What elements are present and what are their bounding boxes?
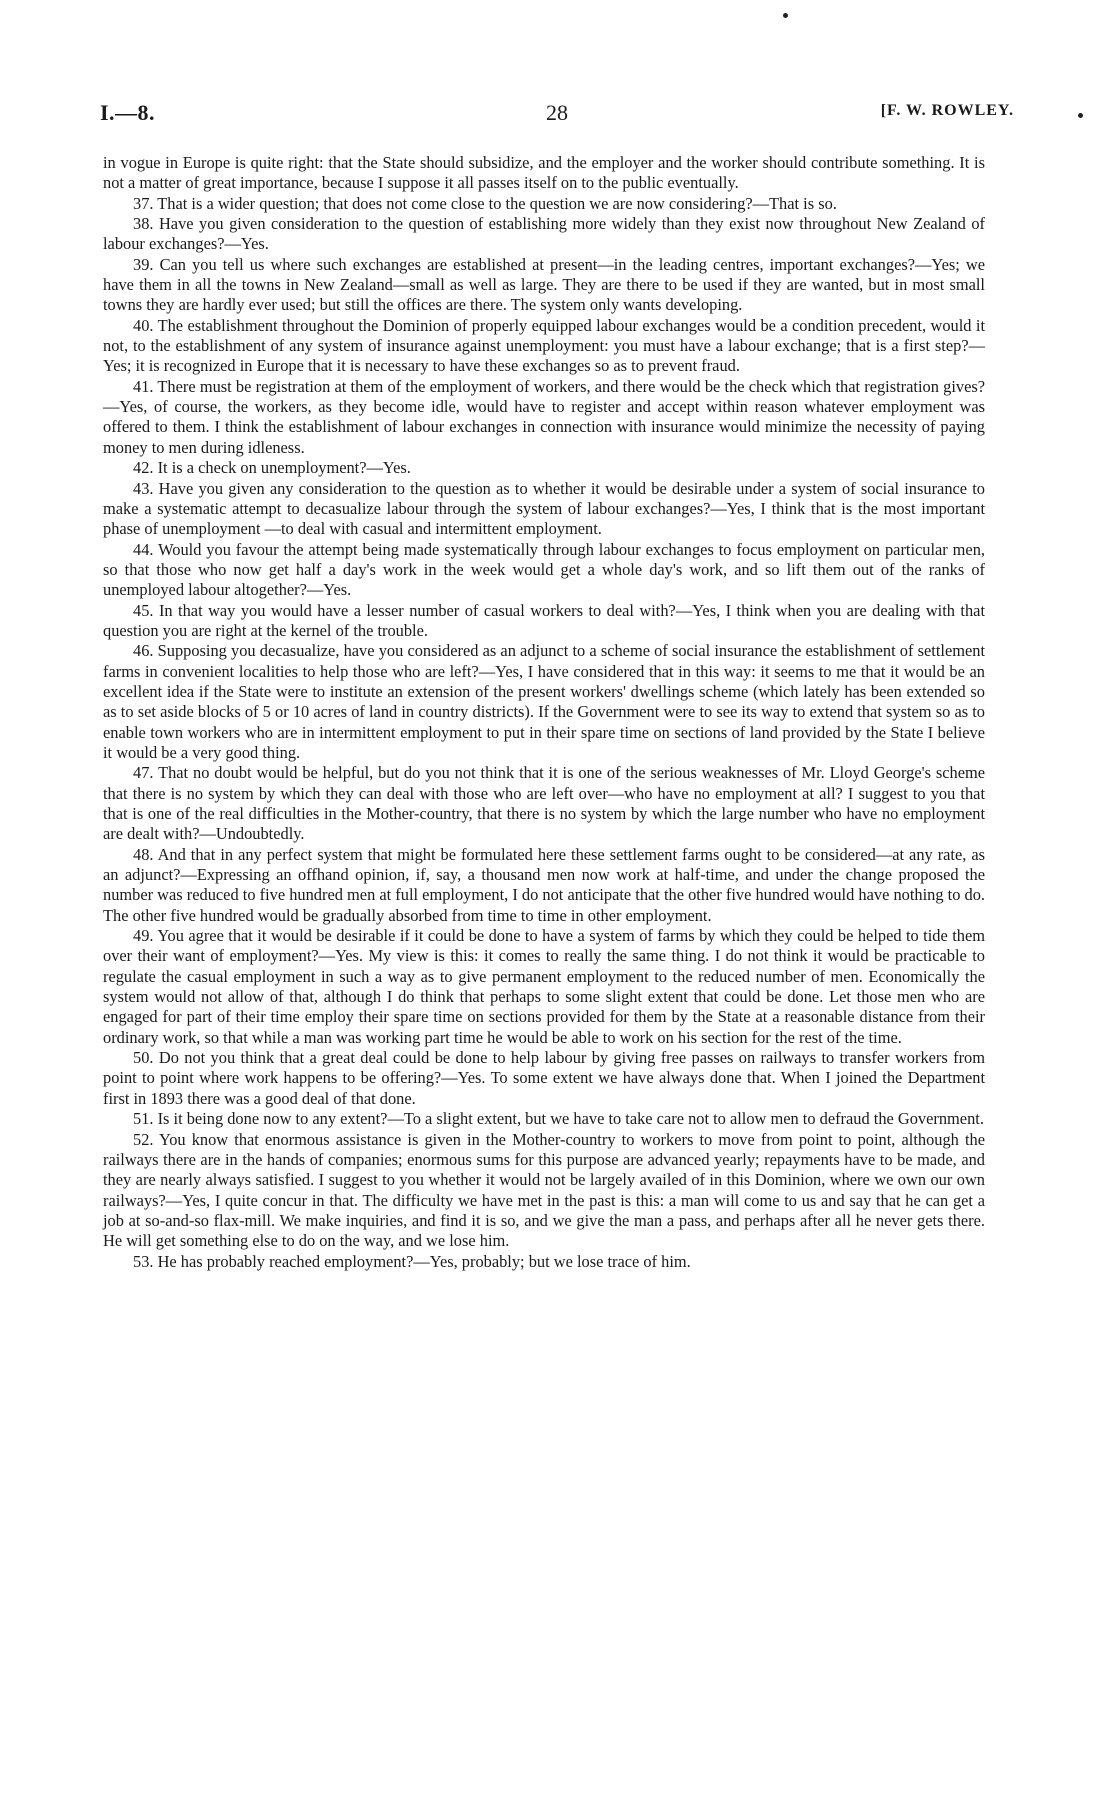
question-49: 49. You agree that it would be desirable if it could be done to have a system of farms by which they could be helped to tide them over their want of employment?—Yes. My view is this: it comes to really the same thing. I do not think it would be practicable to regulate the casual employment in such a way as to give permanent employment to the reduced number of men. Economically the system would not allow of that, although I do think that perhaps to some slight extent that could be done. Let those men who are engaged for part of their time employ their spare time on sections provided for them by the State at a reasonable distance from their ordinary work, so that while a man was working part time he would be able to work on his section for the rest of the time. (103, 926, 985, 1047)
printing-speck (1078, 113, 1083, 118)
question-50: 50. Do not you think that a great deal could be done to help labour by giving free passes on railways to transfer workers from point to point where work happens to be offering?—Yes. To some extent we have always done that. When I joined the Department first in 1893 there was a good deal of that done. (103, 1048, 985, 1108)
question-38: 38. Have you given consideration to the question of establishing more widely than they exist now throughout New Zealand of labour exchanges?—Yes. (103, 214, 985, 254)
question-39: 39. Can you tell us where such exchanges are established at present—in the leading centres, important exchanges?—Yes; we have them in all the towns in New Zealand—small as well as large. They are there to be used if they are wanted, but in most small towns they are hardly ever used; but still the offices are there. The system only wants developing. (103, 254, 985, 315)
page-number: 28 (546, 100, 568, 125)
question-51: 51. Is it being done now to any extent?—To a slight extent, but we have to take care not to allow men to defraud the Government. (133, 1109, 984, 1129)
question-45: 45. In that way you would have a lesser number of casual workers to deal with?—Yes, I think when you are dealing with that question you are right at the kernel of the trouble. (103, 600, 985, 640)
question-52: 52. You know that enormous assistance is given in the Mother-country to workers to move from point to point, although the railways there are in the hands of companies; enormous sums for this purpose are advanced yearly; repayments have to be made, and they are nearly always satisfied. I suggest to you whether it would not be largely availed of in this Dominion, where we own our own railways?—Yes, I quite concur in that. The difficulty we have met in the past is this: a man will come to us and say that he can get a job at so-and-so flax-mill. We make inquiries, and find it is so, and we give the man a pass, and perhaps after all he never gets there. He will get something else to do on the way, and we lose him. (103, 1129, 985, 1251)
question-46: 46. Supposing you decasualize, have you considered as an adjunct to a scheme of social insurance the establishment of settlement farms in convenient localities to help those who are left?—Yes, I have considered that in this way: it seems to me that it would be an excellent idea if the State were to institute an extension of the present workers' dwellings scheme (which lately has been extended so as to set aside blocks of 5 or 10 acres of land in country districts). If the Government were to see its way to extend that system so as to enable town workers who are in intermittent employment to put in their spare time on sections of land provided by the State I believe it would be a very good thing. (103, 641, 985, 762)
question-48: 48. And that in any perfect system that might be formulated here these settlement farms ought to be considered—at any rate, as an adjunct?—Expressing an offhand opinion, if, say, a thousand men now work at half-time, and under the change proposed the number was reduced to five hundred men at full employment, I do not anticipate that the other five hundred would have nothing to do. The other five hundred would be gradually absorbed from time to time in other employment. (103, 844, 985, 925)
question-40: 40. The establishment throughout the Dominion of properly equipped labour exchanges would be a condition precedent, would it not, to the establishment of any system of insurance against unemployment: you must have a labour exchange; that is a first step?—Yes; it is recognized in Europe that it is necessary to have these exchanges so as to prevent fraud. (103, 315, 985, 376)
question-41: 41. There must be registration at them of the employment of workers, and there would be the check which that registration gives?—Yes, of course, the workers, as they become idle, would have to register and accept within reason whatever employment was offered to them. I think the establishment of labour exchanges in connection with insurance would minimize the necessity of paying money to men during idleness. (103, 376, 985, 457)
witness-name: [F. W. ROWLEY. (880, 102, 1014, 119)
paragraph-continuation: in vogue in Europe is quite right: that the State should subsidize, and the employer and the worker should contribute something. It is not a matter of great importance, because I suppose it all passes itself on to the public eventually. (103, 153, 985, 193)
page-header (100, 100, 1014, 132)
question-44: 44. Would you favour the attempt being made systematically through labour exchanges to focus employment on particular men, so that those who now get half a day's work in the week would get a whole day's work, and so lift them out of the ranks of unemployed labour altogether?—Yes. (103, 539, 985, 600)
printing-speck (783, 13, 788, 18)
page-body (103, 153, 985, 1272)
question-53: 53. He has probably reached employment?—Yes, probably; but we lose trace of him. (133, 1251, 691, 1271)
paper-reference: I.—8. (100, 100, 156, 125)
question-37: 37. That is a wider question; that does not come close to the question we are now considering?—That is so. (133, 193, 837, 213)
question-42: 42. It is a check on unemployment?—Yes. (133, 458, 411, 478)
question-43: 43. Have you given any consideration to the question as to whether it would be desirable under a system of social insurance to make a systematic attempt to decasualize labour through the system of labour exchanges?—Yes, I think that is the most important phase of unemployment —to deal with casual and intermittent employment. (103, 478, 985, 539)
question-47: 47. That no doubt would be helpful, but do you not think that it is one of the serious weaknesses of Mr. Lloyd George's scheme that there is no system by which they can deal with those who are left over—who have no employment at all? I suggest to you that that is one of the real difficulties in the Mother-country, that there is no system by which the large number who have no employment are dealt with?—Undoubtedly. (103, 763, 985, 844)
